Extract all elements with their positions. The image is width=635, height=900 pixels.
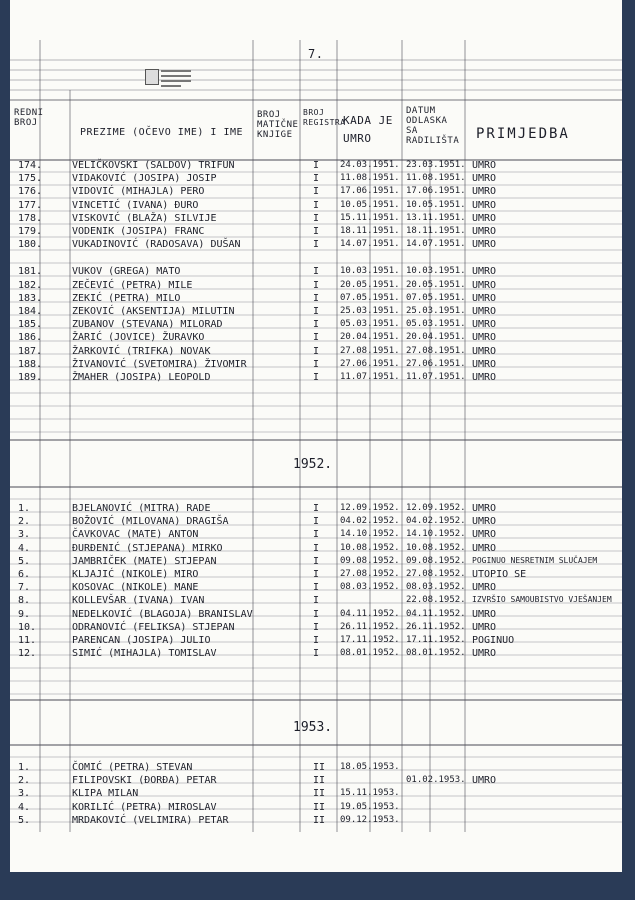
row-register: I	[313, 306, 320, 317]
row-date-died: 26.11.1952.	[340, 621, 400, 632]
table-row	[10, 815, 622, 828]
table-row	[10, 266, 622, 279]
table-row	[10, 306, 622, 319]
row-note: UMRO	[472, 775, 497, 787]
row-note: IZVRŠIO SAMOUBISTVO VJEŠANJEM	[472, 595, 612, 605]
row-name: NEDELKOVIĆ (BLAGOJA) BRANISLAV	[72, 608, 253, 620]
table-row	[10, 226, 622, 239]
row-date-left: 10.08.1952.	[406, 542, 466, 553]
row-number: 182.	[18, 279, 43, 291]
row-date-died: 27.08.1952.	[340, 569, 400, 579]
row-number: 181.	[18, 266, 43, 278]
row-date-died: 19.05.1953.	[340, 801, 400, 812]
table-row	[10, 503, 622, 516]
header-primjedba: PRIMJEDBA	[476, 126, 570, 142]
table-row	[10, 319, 622, 332]
row-name: VINCETIĆ (IVANA) ĐURO	[72, 199, 199, 211]
row-note: UMRO	[472, 648, 497, 660]
row-number: 7.	[18, 582, 31, 594]
row-register: I	[313, 621, 320, 633]
row-note: UMRO	[472, 358, 497, 370]
table-row	[10, 239, 622, 252]
row-number: 1.	[18, 503, 31, 514]
row-number: 185.	[18, 319, 43, 331]
year-1952-heading: 1952.	[293, 457, 333, 472]
row-number: 184.	[18, 306, 43, 317]
row-date-left: 04.02.1952.	[406, 516, 466, 527]
row-date-left: 27.08.1951.	[406, 345, 466, 356]
row-date-died: 08.01.1952.	[340, 648, 400, 659]
row-name: ŽARKOVIĆ (TRIFKA) NOVAK	[72, 345, 211, 357]
row-register: I	[313, 542, 320, 554]
header-redni-broj: REDNI BROJ	[14, 108, 44, 128]
table-row	[10, 595, 622, 608]
row-name: JAMBRIČEK (MATE) STJEPAN	[72, 555, 217, 567]
archive-stamp	[145, 65, 193, 91]
table-row	[10, 762, 622, 775]
row-date-left: 14.07.1951.	[406, 239, 466, 250]
row-name: VIDOVIĆ (MIHAJLA) PERO	[72, 186, 205, 198]
row-register: I	[313, 555, 320, 567]
row-name: ODRANOVIĆ (FELIKSA) STJEPAN	[72, 621, 235, 633]
row-name: VUKADINOVIĆ (RADOSAVA) DUŠAN	[72, 239, 241, 251]
row-number: 1.	[18, 762, 31, 773]
row-note: UMRO	[472, 212, 497, 224]
row-name: KLIPA MILAN	[72, 788, 139, 800]
row-number: 175.	[18, 173, 43, 185]
row-name: VIDAKOVIĆ (JOSIPA) JOSIP	[72, 173, 217, 185]
row-date-left: 18.11.1951.	[406, 226, 466, 236]
header-prezime: PREZIME (OČEVO IME) I IME	[80, 127, 244, 138]
row-number: 183.	[18, 292, 43, 304]
row-date-died: 10.08.1952.	[340, 542, 400, 553]
row-number: 5.	[18, 555, 31, 567]
row-number: 174.	[18, 160, 43, 171]
row-note: UMRO	[472, 372, 497, 383]
row-register: I	[313, 332, 320, 344]
row-date-died: 15.11.1951.	[340, 212, 400, 223]
row-date-died: 07.05.1951.	[340, 292, 400, 303]
row-note: UMRO	[472, 292, 497, 304]
row-name: VISKOVIĆ (BLAŽA) SILVIJE	[72, 212, 217, 224]
row-register: I	[313, 186, 320, 198]
row-name: SIMIĆ (MIHAJLA) TOMISLAV	[72, 648, 217, 660]
row-register: I	[313, 582, 320, 594]
row-name: ŽMAHER (JOSIPA) LEOPOLD	[72, 372, 211, 383]
row-date-left: 17.06.1951.	[406, 186, 466, 197]
row-note: UMRO	[472, 266, 497, 278]
row-register: I	[313, 199, 320, 211]
row-note: UMRO	[472, 529, 497, 541]
row-number: 189.	[18, 372, 43, 383]
row-note: UMRO	[472, 226, 497, 237]
row-date-died: 18.11.1951.	[340, 226, 400, 236]
table-row	[10, 775, 622, 788]
row-name: VELIČKOVSKI (SALDOV) TRIFUN	[72, 160, 235, 171]
row-name: FILIPOVSKI (ĐORĐA) PETAR	[72, 775, 217, 787]
row-date-died: 05.03.1951.	[340, 319, 400, 330]
row-date-left: 12.09.1952.	[406, 503, 466, 513]
year-1953-heading: 1953.	[293, 720, 333, 735]
row-number: 187.	[18, 345, 43, 357]
row-date-died: 09.08.1952.	[340, 555, 400, 566]
row-number: 6.	[18, 569, 31, 580]
table-row	[10, 609, 622, 622]
table-row	[10, 556, 622, 569]
row-register: I	[313, 372, 320, 383]
table-row	[10, 788, 622, 801]
row-register: I	[313, 319, 320, 331]
table-row	[10, 359, 622, 372]
row-number: 4.	[18, 801, 31, 813]
row-number: 3.	[18, 529, 31, 541]
row-name: VUKOV (GREGA) MATO	[72, 266, 181, 278]
row-date-left: 23.03.1951.	[406, 160, 466, 170]
table-row	[10, 160, 622, 173]
row-number: 5.	[18, 814, 31, 826]
row-register: I	[313, 266, 320, 278]
row-note: UMRO	[472, 160, 497, 171]
row-note: UMRO	[472, 279, 497, 291]
row-register: I	[313, 226, 320, 237]
row-register: I	[313, 160, 320, 171]
row-date-left: 27.08.1952.	[406, 569, 466, 579]
row-register: I	[313, 529, 320, 541]
table-row	[10, 293, 622, 306]
row-number: 186.	[18, 332, 43, 344]
row-name: ČOMIĆ (PETRA) STEVAN	[72, 762, 193, 773]
row-date-left: 08.01.1952.	[406, 648, 466, 659]
row-date-left: 05.03.1951.	[406, 319, 466, 330]
row-number: 9.	[18, 608, 31, 620]
row-number: 10.	[18, 621, 37, 633]
row-date-died: 15.11.1953.	[340, 788, 400, 799]
row-register: II	[313, 775, 326, 787]
row-register: II	[313, 814, 326, 826]
row-note: UMRO	[472, 516, 497, 528]
row-name: ZUBANOV (STEVANA) MILORAD	[72, 319, 223, 331]
row-register: II	[313, 801, 326, 813]
row-note: UMRO	[472, 621, 497, 633]
row-date-died: 14.10.1952.	[340, 529, 400, 540]
row-register: I	[313, 358, 320, 370]
row-date-died: 11.07.1951.	[340, 372, 400, 382]
row-name: KOSOVAC (NIKOLE) MANE	[72, 582, 199, 594]
row-name: MRDAKOVIĆ (VELIMIRA) PETAR	[72, 814, 229, 826]
row-number: 180.	[18, 239, 43, 251]
table-row	[10, 635, 622, 648]
row-register: I	[313, 648, 320, 660]
row-name: ŽIVANOVIĆ (SVETOMIRA) ŽIVOMIR	[72, 358, 247, 370]
row-date-died: 10.03.1951.	[340, 266, 400, 277]
row-number: 12.	[18, 648, 37, 660]
row-name: ZEČEVIĆ (PETRA) MILE	[72, 279, 193, 291]
header-datum-odlaska: DATUM ODLASKA SA RADILIŠTA	[406, 106, 460, 146]
row-date-died: 14.07.1951.	[340, 239, 400, 250]
row-name: BJELANOVIĆ (MITRA) RADE	[72, 503, 211, 514]
page-number: 7.	[308, 47, 324, 61]
row-register: I	[313, 279, 320, 291]
table-row	[10, 622, 622, 635]
row-number: 2.	[18, 516, 31, 528]
row-number: 4.	[18, 542, 31, 554]
row-date-left: 26.11.1952.	[406, 621, 466, 632]
row-note: UMRO	[472, 199, 497, 211]
row-number: 188.	[18, 358, 43, 370]
row-number: 2.	[18, 775, 31, 787]
row-date-left: 17.11.1952.	[406, 635, 466, 645]
table-row	[10, 529, 622, 542]
row-date-left: 08.03.1952.	[406, 582, 466, 593]
table-row	[10, 332, 622, 345]
row-note: UMRO	[472, 608, 497, 620]
row-register: I	[313, 212, 320, 224]
row-date-left: 10.05.1951.	[406, 199, 466, 210]
header-kada-je-umro: KADA JE UMRO	[343, 114, 393, 145]
header-broj-maticne-knjige: BROJ MATIČNE KNJIGE	[257, 110, 299, 140]
row-name: ČAVKOVAC (MATE) ANTON	[72, 529, 199, 541]
row-date-died: 17.11.1952.	[340, 635, 400, 645]
row-note: UMRO	[472, 239, 497, 251]
row-register: II	[313, 762, 326, 773]
table-row	[10, 372, 622, 385]
row-note: UMRO	[472, 332, 497, 344]
row-date-left: 14.10.1952.	[406, 529, 466, 540]
row-note: UMRO	[472, 306, 497, 317]
row-note: POGINUO	[472, 635, 515, 646]
row-register: I	[313, 239, 320, 251]
table-row	[10, 213, 622, 226]
row-number: 177.	[18, 199, 43, 211]
row-name: VODENIK (JOSIPA) FRANC	[72, 226, 205, 237]
row-note: UMRO	[472, 582, 497, 594]
header-broj-registra: BROJ REGISTRA	[303, 108, 346, 127]
row-note: UTOPIO SE	[472, 569, 527, 580]
row-date-died: 04.02.1952.	[340, 516, 400, 527]
row-date-left: 20.05.1951.	[406, 279, 466, 290]
row-name: BOŽOVIĆ (MILOVANA) DRAGIŠA	[72, 516, 229, 528]
document-page	[10, 0, 622, 872]
row-note: UMRO	[472, 319, 497, 331]
table-row	[10, 173, 622, 186]
row-date-died: 04.11.1952.	[340, 608, 400, 619]
row-register: I	[313, 345, 320, 357]
row-date-died: 27.08.1951.	[340, 345, 400, 356]
row-name: KOLLEVŠAR (IVANA) IVAN	[72, 595, 205, 607]
row-date-left: 11.07.1951.	[406, 372, 466, 382]
table-row	[10, 648, 622, 661]
row-register: I	[313, 292, 320, 304]
table-row	[10, 346, 622, 359]
row-number: 8.	[18, 595, 31, 607]
row-number: 178.	[18, 212, 43, 224]
row-number: 176.	[18, 186, 43, 198]
row-register: I	[313, 635, 320, 646]
row-name: KORILIĆ (PETRA) MIROSLAV	[72, 801, 217, 813]
row-name: PARENCAN (JOSIPA) JULIO	[72, 635, 211, 646]
row-date-left: 04.11.1952.	[406, 608, 466, 619]
row-date-died: 24.03.1951.	[340, 160, 400, 170]
row-register: II	[313, 788, 326, 800]
archive-logo-icon	[145, 69, 159, 85]
row-date-left: 11.08.1951.	[406, 173, 466, 184]
row-register: I	[313, 173, 320, 185]
row-date-died: 25.03.1951.	[340, 306, 400, 316]
row-date-left: 10.03.1951.	[406, 266, 466, 277]
row-register: I	[313, 503, 320, 514]
row-date-died: 12.09.1952.	[340, 503, 400, 513]
table-row	[10, 569, 622, 582]
row-register: I	[313, 569, 320, 580]
row-note: UMRO	[472, 345, 497, 357]
row-date-left: 20.04.1951.	[406, 332, 466, 343]
table-row	[10, 200, 622, 213]
table-row	[10, 802, 622, 815]
row-note: UMRO	[472, 503, 497, 514]
row-date-died: 17.06.1951.	[340, 186, 400, 197]
row-date-left: 22.08.1952.	[406, 595, 466, 606]
row-date-died: 20.04.1951.	[340, 332, 400, 343]
table-row	[10, 516, 622, 529]
row-register: I	[313, 595, 320, 607]
row-register: I	[313, 516, 320, 528]
row-date-died: 18.05.1953.	[340, 762, 400, 772]
row-number: 11.	[18, 635, 37, 646]
row-note: UMRO	[472, 173, 497, 185]
row-date-died: 20.05.1951.	[340, 279, 400, 290]
row-note: POGINUO NESRETNIM SLUČAJEM	[472, 555, 598, 565]
row-date-died: 08.03.1952.	[340, 582, 400, 593]
row-number: 179.	[18, 226, 43, 237]
row-date-left: 07.05.1951.	[406, 292, 466, 303]
row-date-left: 25.03.1951.	[406, 306, 466, 316]
row-date-left: 27.06.1951.	[406, 358, 466, 369]
row-date-left: 13.11.1951.	[406, 212, 466, 223]
row-name: ZEKOVIĆ (AKSENTIJA) MILUTIN	[72, 306, 235, 317]
table-row	[10, 543, 622, 556]
row-name: ZEKIĆ (PETRA) MILO	[72, 292, 181, 304]
row-name: KLJAJIĆ (NIKOLE) MIRO	[72, 569, 199, 580]
row-date-died: 10.05.1951.	[340, 199, 400, 210]
row-number: 3.	[18, 788, 31, 800]
row-register: I	[313, 608, 320, 620]
row-date-died: 27.06.1951.	[340, 358, 400, 369]
row-name: ĐURĐENIĆ (STJEPANA) MIRKO	[72, 542, 223, 554]
table-row	[10, 186, 622, 199]
table-row	[10, 280, 622, 293]
row-date-left: 09.08.1952.	[406, 555, 466, 566]
row-date-died: 09.12.1953.	[340, 814, 400, 825]
table-row	[10, 582, 622, 595]
row-note: UMRO	[472, 186, 497, 198]
row-name: ŽARIĆ (JOVICE) ŽURAVKO	[72, 332, 205, 344]
row-note: UMRO	[472, 542, 497, 554]
row-date-died: 11.08.1951.	[340, 173, 400, 184]
row-date-left: 01.02.1953.	[406, 775, 466, 786]
